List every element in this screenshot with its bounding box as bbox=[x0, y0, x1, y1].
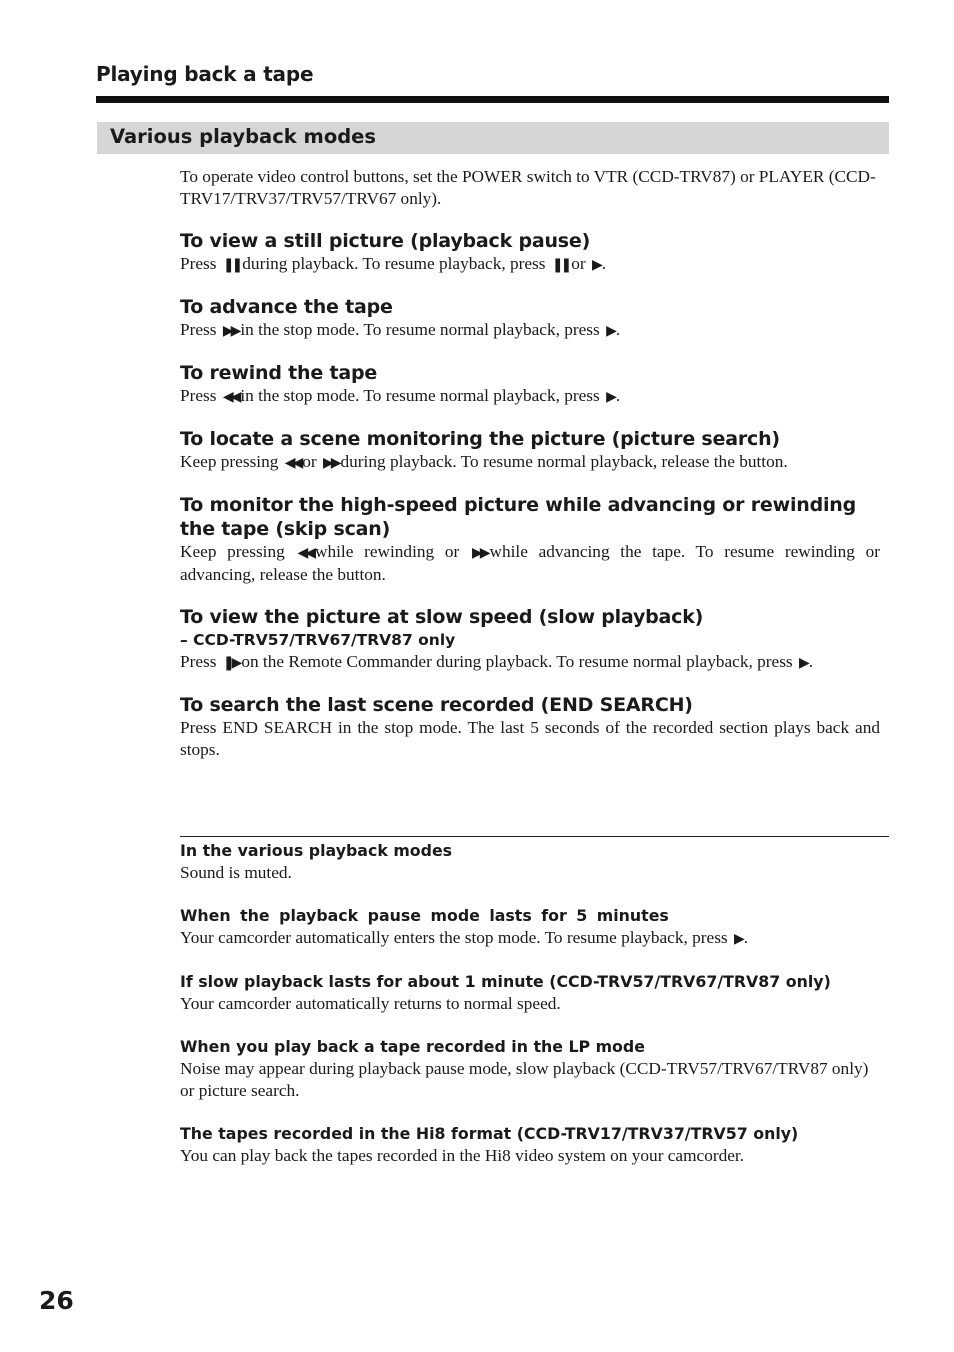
text-segment: in the stop mode. To resume normal playback, press bbox=[240, 386, 605, 405]
text-segment: . bbox=[601, 254, 607, 273]
text-segment: Press bbox=[180, 386, 221, 405]
rewind-icon: ◀◀ bbox=[297, 545, 313, 561]
topic-subheading: – CCD-TRV57/TRV67/TRV87 only bbox=[180, 631, 456, 649]
text-segment: Your camcorder automatically enters the stop mode. To resume playback, press bbox=[180, 928, 732, 947]
topic-body: Press END SEARCH in the stop mode. The last 5 seconds of the recorded section plays back and stops. bbox=[180, 718, 880, 759]
play-icon: ▶ bbox=[733, 931, 742, 947]
text-segment: . bbox=[743, 928, 749, 947]
pause-icon: ❚❚ bbox=[551, 257, 570, 273]
topic-body bbox=[180, 541, 880, 586]
topic-heading: To view the picture at slow speed (slow playback) bbox=[180, 606, 704, 628]
note-slow-1-minute bbox=[180, 971, 880, 1015]
topic-slow-playback bbox=[180, 605, 880, 674]
topic-body bbox=[180, 319, 880, 342]
text-segment: in the stop mode. To resume normal playback, press bbox=[240, 320, 605, 339]
slow-icon: ❚▶ bbox=[222, 655, 240, 671]
text-segment: Press bbox=[180, 320, 221, 339]
note-pause-5-minutes bbox=[180, 905, 880, 950]
text-segment: . bbox=[808, 652, 814, 671]
text-segment: Press bbox=[180, 254, 221, 273]
text-segment: Press bbox=[180, 652, 221, 671]
fast-forward-icon: ▶▶ bbox=[322, 455, 339, 471]
topic-picture-search bbox=[180, 427, 880, 474]
notes-divider bbox=[180, 836, 889, 837]
topic-heading: To view a still picture (playback pause) bbox=[180, 230, 591, 252]
topic-body bbox=[180, 651, 880, 674]
intro-paragraph: To operate video control buttons, set the POWER switch to VTR (CCD-TRV87) or PLAYER (CCD-TRV17/TRV37/TRV57/TRV67 only). bbox=[180, 167, 876, 208]
text-segment: during playback. To resume playback, press bbox=[242, 254, 550, 273]
page-header-title: Playing back a tape bbox=[96, 62, 314, 86]
text-segment: or bbox=[571, 254, 590, 273]
topic-advance bbox=[180, 295, 880, 342]
note-body: Noise may appear during playback pause mode, slow playback (CCD-TRV57/TRV67/TRV87 only) or picture search. bbox=[180, 1059, 869, 1100]
note-heading: In the various playback modes bbox=[180, 841, 453, 860]
topic-heading: To advance the tape bbox=[180, 296, 393, 318]
play-icon: ▶ bbox=[606, 389, 614, 405]
topic-heading: To rewind the tape bbox=[180, 362, 378, 384]
topic-body bbox=[180, 253, 880, 276]
page-number: 26 bbox=[39, 1286, 74, 1315]
topic-skip-scan bbox=[180, 493, 880, 586]
section-title: Various playback modes bbox=[110, 125, 377, 148]
note-heading: When you play back a tape recorded in the LP mode bbox=[180, 1037, 645, 1056]
topic-heading: To search the last scene recorded (END SEARCH) bbox=[180, 694, 693, 716]
topic-body bbox=[180, 451, 880, 474]
text-segment: while rewinding or bbox=[315, 542, 470, 561]
note-heading: If slow playback lasts for about 1 minute (CCD-TRV57/TRV67/TRV87 only) bbox=[180, 972, 831, 991]
topic-end-search bbox=[180, 693, 880, 761]
pause-icon: ❚❚ bbox=[222, 257, 241, 273]
note-hi8-format bbox=[180, 1123, 880, 1167]
topic-rewind bbox=[180, 361, 880, 408]
note-lp-mode bbox=[180, 1036, 880, 1102]
note-heading: The tapes recorded in the Hi8 format (CCD-TRV17/TRV37/TRV57 only) bbox=[180, 1124, 799, 1143]
topic-still-picture bbox=[180, 229, 880, 276]
text-segment: during playback. To resume normal playback, release the button. bbox=[340, 452, 788, 471]
fast-forward-icon: ▶▶ bbox=[471, 545, 488, 561]
note-body: Sound is muted. bbox=[180, 863, 292, 882]
note-body: You can play back the tapes recorded in the Hi8 video system on your camcorder. bbox=[180, 1146, 745, 1165]
topic-body bbox=[180, 385, 880, 408]
fast-forward-icon: ▶▶ bbox=[222, 323, 239, 339]
play-icon: ▶ bbox=[592, 257, 600, 273]
topic-heading: To monitor the high-speed picture while advancing or rewinding the tape (skip scan) bbox=[180, 494, 857, 540]
text-segment: Keep pressing bbox=[180, 452, 283, 471]
text-segment: while advancing the tape. To resume rewinding or advancing, release the button. bbox=[180, 542, 880, 584]
text-segment: Keep pressing bbox=[180, 542, 296, 561]
play-icon: ▶ bbox=[606, 323, 614, 339]
text-segment: . bbox=[615, 386, 621, 405]
text-segment: on the Remote Commander during playback. To resume normal playback, press bbox=[241, 652, 797, 671]
play-icon: ▶ bbox=[798, 655, 807, 671]
note-muted bbox=[180, 840, 880, 884]
topic-heading: To locate a scene monitoring the picture (picture search) bbox=[180, 428, 780, 450]
main-content bbox=[180, 166, 880, 761]
rewind-icon: ◀◀ bbox=[222, 389, 239, 405]
notes-section bbox=[180, 840, 880, 1188]
rewind-icon: ◀◀ bbox=[284, 455, 301, 471]
note-heading: When the playback pause mode lasts for 5 minutes bbox=[180, 906, 669, 925]
note-body bbox=[180, 927, 880, 950]
header-rule bbox=[96, 96, 889, 103]
note-body: Your camcorder automatically returns to normal speed. bbox=[180, 994, 561, 1013]
text-segment: or bbox=[302, 452, 321, 471]
text-segment: . bbox=[615, 320, 621, 339]
